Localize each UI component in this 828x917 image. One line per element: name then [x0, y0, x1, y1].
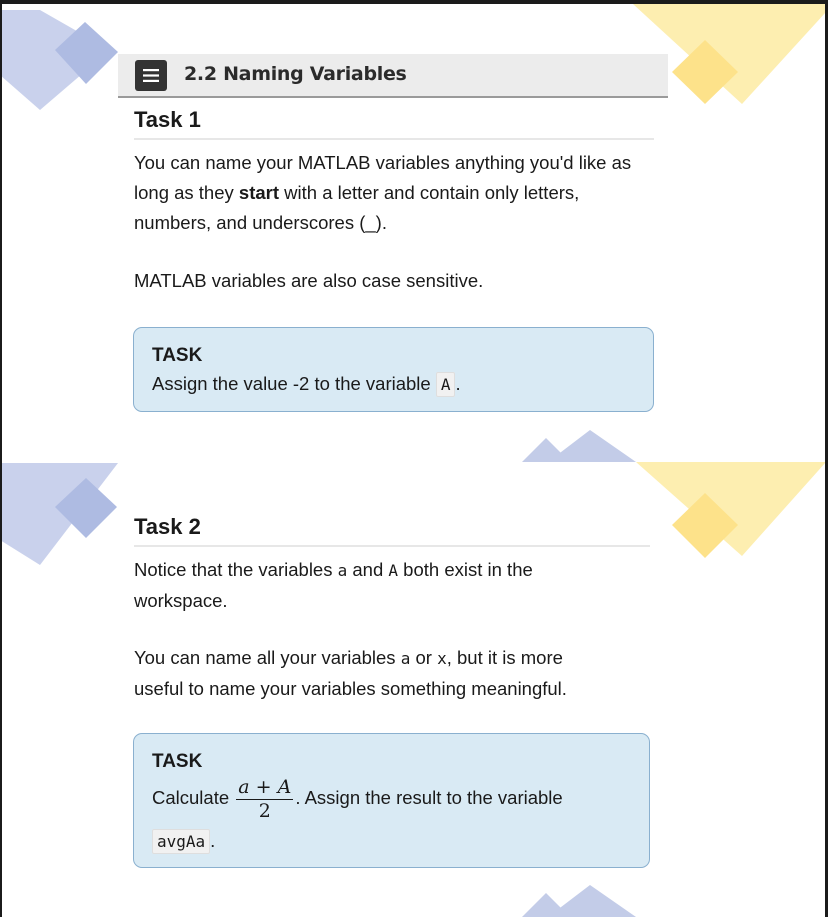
code-variable-avgAa: avgAa [152, 829, 210, 854]
code-x: x [437, 649, 447, 668]
task2-box-title: TASK [152, 751, 203, 772]
yellow-diamond-shape [636, 462, 826, 556]
task2-paragraph-2: You can name all your variables a or x, but it is more useful to name your variables something meaningful. [134, 647, 567, 699]
task2-box-instruction-cont: avgAa . [152, 830, 215, 852]
task2-box-instruction: Calculate $\frac{a + A}{2}$ . Assign the result to the variable [152, 776, 563, 822]
task1-box-instruction: Assign the value -2 to the variable A . [152, 373, 461, 395]
code-a: a [400, 649, 411, 668]
task1-box-title: TASK [152, 345, 203, 366]
task2-divider [134, 545, 650, 547]
menu-button[interactable] [135, 60, 167, 91]
window-frame-top [0, 0, 828, 4]
task1-divider [134, 138, 654, 140]
task1-heading: Task 1 [134, 107, 201, 132]
blue-diamond-shape [548, 885, 636, 917]
task2-heading: Task 2 [134, 514, 201, 539]
code-variable-A: A [436, 372, 456, 397]
bold-text: start [238, 182, 280, 203]
task1-paragraph-2: MATLAB variables are also case sensitive. [134, 270, 484, 291]
menu-icon [143, 68, 159, 83]
task2-task-box [133, 733, 650, 868]
window-frame-left [0, 0, 2, 917]
code-a: a [337, 561, 348, 580]
task1-task-box [133, 327, 654, 412]
task2-paragraph-1: Notice that the variables a and A both exist in the workspace. [134, 559, 533, 611]
lesson-header [118, 54, 668, 98]
page-title: 2.2 Naming Variables [184, 63, 407, 85]
blue-diamond-shape [548, 430, 636, 462]
code-A: A [388, 561, 399, 580]
math-fraction: $\frac{a + A}{2}$ [238, 776, 292, 822]
task1-paragraph-1: You can name your MATLAB variables anything you'd like as long as they start with a letter and contain only letters, numbers, and underscores (_). [134, 152, 632, 233]
